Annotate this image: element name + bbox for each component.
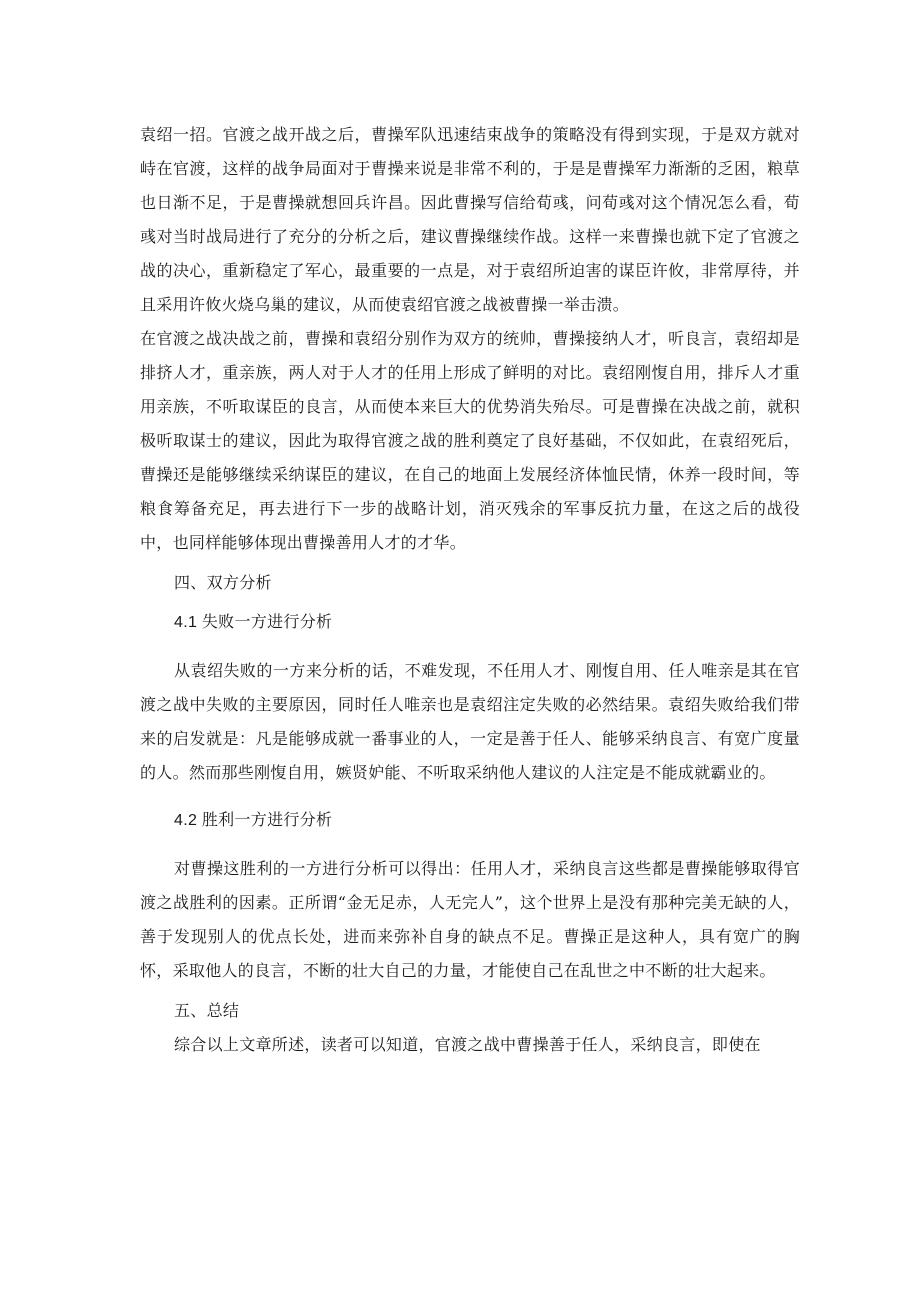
document-body xyxy=(140,118,800,1062)
paragraph-failure-analysis: 从袁绍失败的一方来分析的话，不难发现，不任用人才、刚愎自用、任人唯亲是其在官渡之战中失败的主要原因，同时任人唯亲也是袁绍注定失败的必然结果。袁绍失败给我们带来的启发就是：凡是能够成就一番事业的人，一定是善于任人、能够采纳良言、有宽广度量的人。然而那些刚愎自用，嫉贤妒能、不听取采纳他人建议的人注定是不能成就霸业的。 xyxy=(140,661,800,782)
subsection-heading-victory: 4.2 胜利一方进行分析 xyxy=(174,812,333,829)
paragraph-summary: 综合以上文章所述，读者可以知道，官渡之战中曹操善于任人，采纳良言，即使在 xyxy=(174,1035,761,1054)
section-heading-analysis: 四、双方分析 xyxy=(174,573,272,592)
paragraph-victory-analysis: 对曹操这胜利的一方进行分析可以得出：任用人才，采纳良言这些都是曹操能够取得官渡之战胜利的因素。正所谓“金无足赤，人无完人”，这个世界上是没有那种完美无缺的人，善于发现别人的优点长处，进而来弥补自身的缺点不足。曹操正是这种人，具有宽广的胸怀，采取他人的良言，不断的壮大自己的力量，才能使自己在乱世之中不断的壮大起来。 xyxy=(140,859,800,980)
paragraph-talent-comparison: 在官渡之战决战之前，曹操和袁绍分别作为双方的统帅，曹操接纳人才，听良言，袁绍却是排挤人才，重亲族，两人对于人才的任用上形成了鲜明的对比。袁绍刚愎自用，排斥人才重用亲族，不听取谋臣的良言，从而使本来巨大的优势消失殆尽。可是曹操在决战之前，就积极听取谋士的建议，因此为取得官渡之战的胜利奠定了良好基础，不仅如此，在袁绍死后，曹操还是能够继续采纳谋臣的建议，在自己的地面上发展经济体恤民情，休养一段时间，等粮食筹备充足，再去进行下一步的战略计划，消灭残余的军事反抗力量，在这之后的战役中，也同样能够体现出曹操善用人才的才华。 xyxy=(140,329,800,552)
paragraph-continuation: 袁绍一招。官渡之战开战之后，曹操军队迅速结束战争的策略没有得到实现，于是双方就对峙在官渡，这样的战争局面对于曹操来说是非常不利的，于是是曹操军力渐渐的乏困，粮草也日渐不足，于是曹操就想回兵许昌。因此曹操写信给荀彧，问荀彧对这个情况怎么看，荀彧对当时战局进行了充分的分析之后，建议曹操继续作战。这样一来曹操也就下定了官渡之战的决心，重新稳定了军心，最重要的一点是，对于袁绍所迫害的谋臣许攸，非常厚待，并且采用许攸火烧乌巢的建议，从而使袁绍官渡之战被曹操一举击溃。 xyxy=(140,125,800,314)
subsection-heading-failure: 4.1 失败一方进行分析 xyxy=(174,614,333,631)
section-heading-summary: 五、总结 xyxy=(174,1001,240,1020)
